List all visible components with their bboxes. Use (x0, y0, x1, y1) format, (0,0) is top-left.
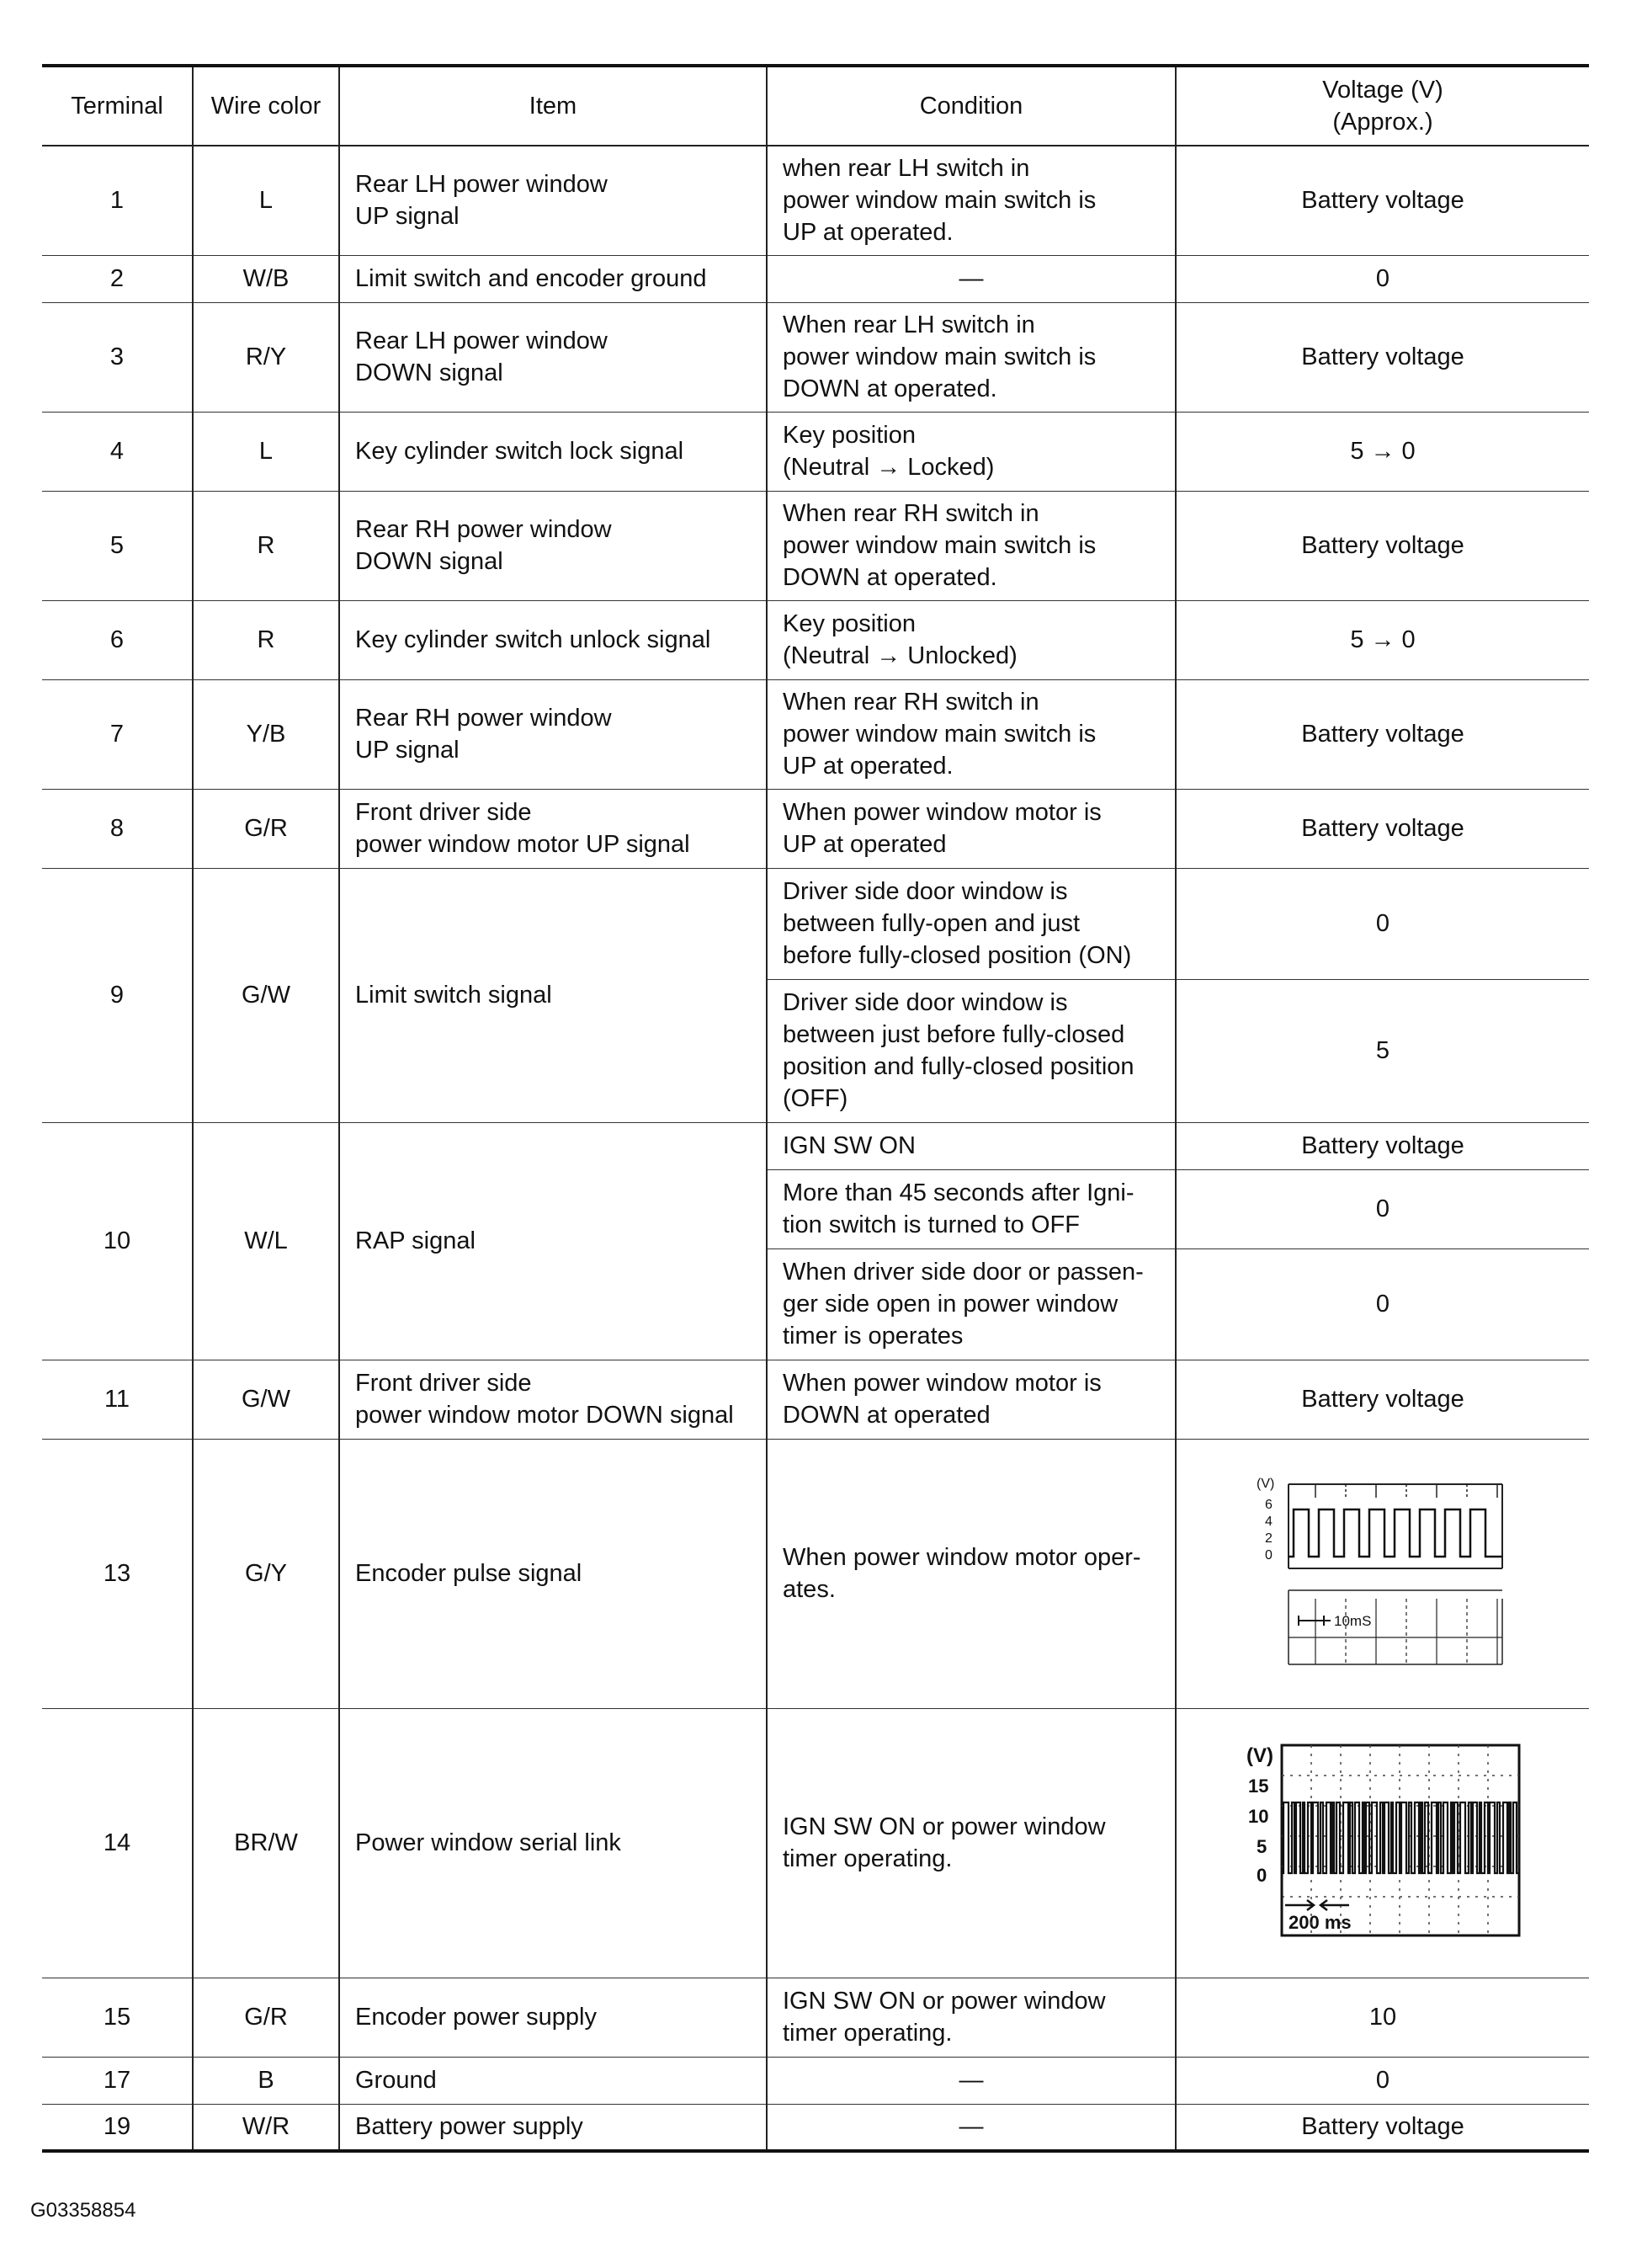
voltage-cell: Battery voltage (1176, 146, 1589, 255)
wire-color-cell: G/R (193, 789, 339, 868)
header-item: Item (339, 66, 767, 146)
table-row (42, 2104, 1589, 2151)
voltage-cell: 5 → 0 (1176, 412, 1589, 491)
condition-cell: More than 45 seconds after Igni- tion switch is turned to OFF (767, 1169, 1176, 1248)
voltage-cell: 0 (1176, 1169, 1589, 1248)
terminal-cell: 17 (42, 2057, 193, 2104)
wire-color-cell: G/R (193, 1978, 339, 2057)
waveform-trace (1289, 1509, 1502, 1557)
condition-cell: When rear LH switch in power window main switch is DOWN at operated. (767, 302, 1176, 412)
condition-cell: When power window motor oper- ates. (767, 1439, 1176, 1708)
table-row (42, 146, 1589, 255)
condition-cell: — (767, 2104, 1176, 2151)
item-cell: Key cylinder switch lock signal (339, 412, 767, 491)
item-cell: Key cylinder switch unlock signal (339, 600, 767, 679)
waveform-time-marker (1285, 1900, 1349, 1910)
waveform-y-tick: 2 (1265, 1531, 1273, 1546)
waveform-time-marker (1299, 1616, 1331, 1626)
condition-cell: When rear RH switch in power window main switch is UP at operated. (767, 679, 1176, 789)
wire-color-cell: W/R (193, 2104, 339, 2151)
item-cell: RAP signal (339, 1122, 767, 1360)
voltage-cell: Battery voltage (1176, 1122, 1589, 1169)
waveform-time-label: 200 ms (1289, 1912, 1352, 1933)
table-row (42, 2057, 1589, 2104)
header-voltage-line1: Voltage (V) (1322, 77, 1443, 104)
waveform-y-tick: 10 (1248, 1806, 1269, 1827)
voltage-cell: 0 (1176, 1248, 1589, 1360)
voltage-cell: 5 (1176, 979, 1589, 1122)
waveform-time-label: 10mS (1334, 1613, 1372, 1629)
table-row (42, 1439, 1589, 1708)
voltage-cell: 0 (1176, 2057, 1589, 2104)
voltage-cell: Battery voltage (1176, 679, 1589, 789)
wire-color-cell: G/Y (193, 1439, 339, 1708)
item-cell: Rear LH power window DOWN signal (339, 302, 767, 412)
encoder-pulse-waveform (1257, 1472, 1509, 1674)
waveform-y-tick: 4 (1265, 1515, 1273, 1529)
table-row (42, 412, 1589, 491)
terminal-cell: 7 (42, 679, 193, 789)
voltage-cell: 5 → 0 (1176, 600, 1589, 679)
condition-cell: — (767, 2057, 1176, 2104)
condition-cell: when rear LH switch in power window main switch is UP at operated. (767, 146, 1176, 255)
wire-color-cell: W/L (193, 1122, 339, 1360)
terminal-cell: 4 (42, 412, 193, 491)
wire-color-cell: BR/W (193, 1708, 339, 1978)
wire-color-cell: R/Y (193, 302, 339, 412)
item-cell: Front driver side power window motor UP signal (339, 789, 767, 868)
terminal-cell: 11 (42, 1360, 193, 1439)
wire-color-cell: G/W (193, 1360, 339, 1439)
waveform-y-tick: 5 (1257, 1836, 1267, 1857)
terminal-cell: 6 (42, 600, 193, 679)
terminal-table (42, 64, 1589, 2153)
table-header-row (42, 66, 1589, 146)
item-cell: Rear RH power window UP signal (339, 679, 767, 789)
condition-cell: When power window motor is DOWN at operated (767, 1360, 1176, 1439)
condition-cell: When rear RH switch in power window main switch is DOWN at operated. (767, 491, 1176, 600)
item-cell: Limit switch and encoder ground (339, 255, 767, 302)
table-row (42, 1978, 1589, 2057)
condition-cell: When driver side door or passen- ger side open in power window timer is operates (767, 1248, 1176, 1360)
figure-id: G03358854 (30, 2199, 136, 2222)
waveform-y-tick: 15 (1248, 1776, 1269, 1797)
voltage-cell: Battery voltage (1176, 491, 1589, 600)
voltage-cell: 0 (1176, 255, 1589, 302)
table-row (42, 868, 1589, 979)
condition-cell: — (767, 255, 1176, 302)
header-terminal: Terminal (42, 66, 193, 146)
voltage-cell: 10 (1176, 1978, 1589, 2057)
wire-color-cell: R (193, 491, 339, 600)
terminal-cell: 8 (42, 789, 193, 868)
condition-cell: IGN SW ON or power window timer operating. (767, 1978, 1176, 2057)
voltage-cell: Battery voltage (1176, 1360, 1589, 1439)
terminal-cell: 2 (42, 255, 193, 302)
terminal-cell: 15 (42, 1978, 193, 2057)
terminal-cell: 14 (42, 1708, 193, 1978)
header-voltage-line2: (Approx.) (1332, 109, 1433, 136)
waveform-y-tick: 6 (1265, 1498, 1273, 1512)
wire-color-cell: L (193, 146, 339, 255)
item-cell: Power window serial link (339, 1708, 767, 1978)
table-row (42, 302, 1589, 412)
serial-link-waveform (1240, 1742, 1526, 1944)
voltage-cell: Battery voltage (1176, 789, 1589, 868)
voltage-cell: Battery voltage (1176, 302, 1589, 412)
header-condition: Condition (767, 66, 1176, 146)
table-row (42, 679, 1589, 789)
wire-color-cell: R (193, 600, 339, 679)
waveform-trace (1282, 1802, 1519, 1873)
item-cell: Encoder pulse signal (339, 1439, 767, 1708)
waveform-unit-label: (V) (1257, 1477, 1275, 1491)
terminal-cell: 10 (42, 1122, 193, 1360)
terminal-cell: 3 (42, 302, 193, 412)
table-row (42, 789, 1589, 868)
header-voltage (1176, 66, 1589, 146)
wire-color-cell: L (193, 412, 339, 491)
table-row (42, 491, 1589, 600)
table-row (42, 1360, 1589, 1439)
condition-cell: IGN SW ON (767, 1122, 1176, 1169)
item-cell: Rear RH power window DOWN signal (339, 491, 767, 600)
voltage-cell: Battery voltage (1176, 2104, 1589, 2151)
terminal-spec-sheet (42, 64, 1589, 2153)
table-row (42, 600, 1589, 679)
wire-color-cell: B (193, 2057, 339, 2104)
wire-color-cell: W/B (193, 255, 339, 302)
item-cell: Rear LH power window UP signal (339, 146, 767, 255)
table-row (42, 1708, 1589, 1978)
table-row (42, 255, 1589, 302)
condition-cell: When power window motor is UP at operated (767, 789, 1176, 868)
voltage-waveform-cell (1176, 1439, 1589, 1708)
item-cell: Encoder power supply (339, 1978, 767, 2057)
item-cell: Limit switch signal (339, 868, 767, 1122)
condition-cell: Key position (Neutral → Locked) (767, 412, 1176, 491)
header-wire-color: Wire color (193, 66, 339, 146)
terminal-cell: 5 (42, 491, 193, 600)
voltage-waveform-cell (1176, 1708, 1589, 1978)
waveform-y-tick: 0 (1265, 1548, 1273, 1563)
item-cell: Ground (339, 2057, 767, 2104)
wire-color-cell: Y/B (193, 679, 339, 789)
voltage-cell: 0 (1176, 868, 1589, 979)
terminal-cell: 1 (42, 146, 193, 255)
item-cell: Battery power supply (339, 2104, 767, 2151)
item-cell: Front driver side power window motor DOWN signal (339, 1360, 767, 1439)
table-row (42, 1122, 1589, 1169)
condition-cell: IGN SW ON or power window timer operating. (767, 1708, 1176, 1978)
waveform-frame (1289, 1590, 1502, 1664)
terminal-cell: 9 (42, 868, 193, 1122)
waveform-y-tick: 0 (1257, 1865, 1267, 1886)
condition-cell: Driver side door window is between just before fully-closed position and fully-closed position (OFF) (767, 979, 1176, 1122)
condition-cell: Key position (Neutral → Unlocked) (767, 600, 1176, 679)
waveform-unit-label: (V) (1246, 1744, 1273, 1767)
terminal-cell: 19 (42, 2104, 193, 2151)
condition-cell: Driver side door window is between fully-open and just before fully-closed position (ON) (767, 868, 1176, 979)
wire-color-cell: G/W (193, 868, 339, 1122)
terminal-cell: 13 (42, 1439, 193, 1708)
